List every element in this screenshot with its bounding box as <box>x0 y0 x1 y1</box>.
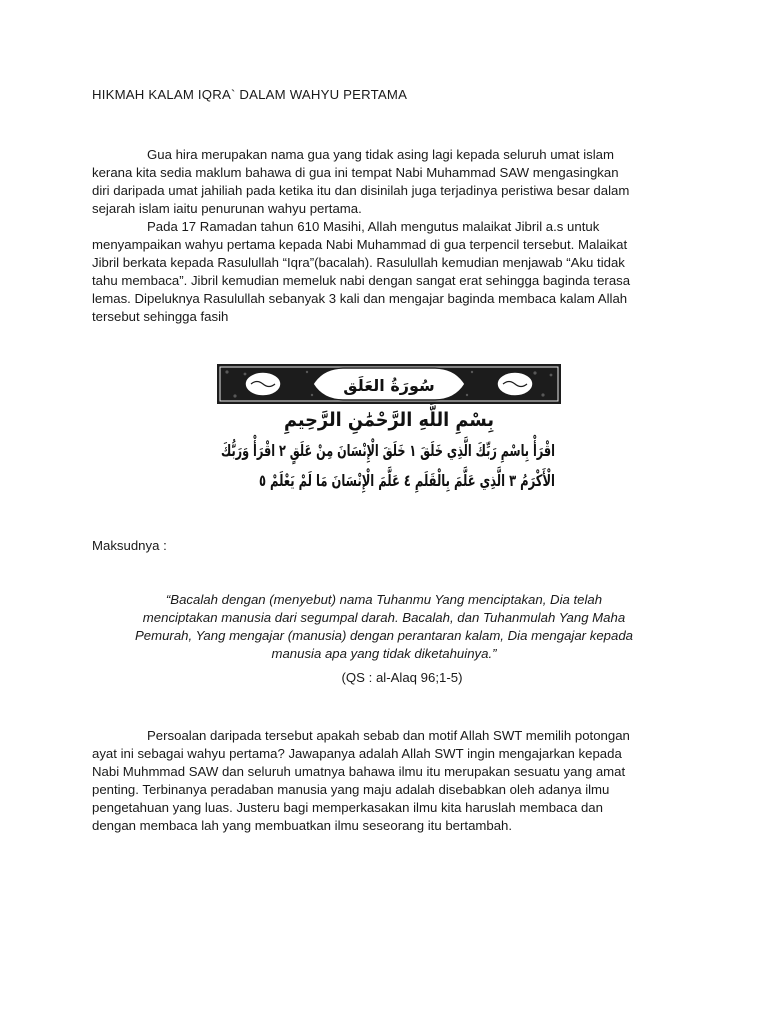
text-line: diri daripada umat jahiliah pada ketika itu dan disinilah juga terjadinya peristiwa besar dalam <box>92 183 630 198</box>
surah-title-cartouche <box>313 368 465 400</box>
quote-line: “Bacalah dengan (menyebut) nama Tuhanmu Yang menciptakan, Dia telah <box>165 592 603 607</box>
text-line: penting. Terbinanya peradaban manusia yang maju adalah disebabkan oleh adanya ilmu <box>92 782 610 797</box>
quran-reference: (QS : al-Alaq 96;1-5) <box>341 670 463 685</box>
quote-line: Pemurah, Yang mengajar (manusia) dengan perantaran kalam, Dia mengajar kepada <box>134 628 633 643</box>
verse-line-2: الْأَكْرَمُ ٣ الَّذِي عَلَّمَ بِالْقَلَمِ ٤ عَلَّمَ الْإِنْسَانَ مَا لَمْ يَعْلَمْ ٥ <box>259 471 571 490</box>
document-title: HIKMAH KALAM IQRA` DALAM WAHYU PERTAMA <box>92 87 408 102</box>
text-line: tersebut sehingga fasih <box>92 309 229 324</box>
text-line: Jibril berkata kepada Rasulullah “Iqra”(bacalah). Rasulullah kemudian menjawab “Aku tidak <box>92 255 625 270</box>
text-line: Persoalan daripada tersebut apakah sebab dan motif Allah SWT memilih potongan <box>147 728 630 743</box>
text-line: lemas. Dipeluknya Rasulullah sebanyak 3 kali dan mengajar baginda membaca kalam Allah <box>92 291 628 306</box>
verse-line-1: اقْرَأْ بِاسْمِ رَبِّكَ الَّذِي خَلَقَ ١ خَلَقَ الْإِنْسَانَ مِنْ عَلَقٍ ٢ اقْرَأْ وَرَبُّكَ <box>221 441 614 460</box>
text-line: tahu membaca”. Jibril kemudian memeluk nabi dengan sangat erat sehingga baginda terasa <box>92 273 631 288</box>
paragraph-ramadan <box>92 218 682 326</box>
paragraph-persoalan <box>92 727 682 835</box>
text-line: Gua hira merupakan nama gua yang tidak asing lagi kepada seluruh umat islam <box>147 147 614 162</box>
text-line: Nabi Muhmmad SAW dan seluruh umatnya bahawa ilmu itu merupakan sesuatu yang amat <box>92 764 626 779</box>
surah-title-text: سُورَةُ العَلَق <box>343 376 435 395</box>
surah-al-alaq-image <box>217 362 614 498</box>
text-line: sejarah islam iaitu penurunan wahyu pertama. <box>92 201 362 216</box>
right-medallion <box>497 372 533 396</box>
left-medallion <box>245 372 281 396</box>
text-line: ayat ini sebagai wahyu pertama? Jawapanya adalah Allah SWT ingin mengajarkan kepada <box>92 746 622 761</box>
text-line: menyampaikan wahyu pertama kepada Nabi Muhammad di gua terpencil tersebut. Malaikat <box>92 237 628 252</box>
surah-header-band <box>217 364 561 404</box>
text-line: pengetahuan yang luas. Justeru bagi memperkasakan ilmu kita haruslah membaca dan <box>92 800 603 815</box>
translation-quote <box>110 591 658 663</box>
maksud-label: Maksudnya : <box>92 538 167 553</box>
bismillah-text: بِسْمِ اللَّهِ الرَّحْمَٰنِ الرَّحِيمِ <box>284 409 509 431</box>
text-line: kerana kita sedia maklum bahawa di gua ini tempat Nabi Muhammad SAW mengasingkan <box>92 165 619 180</box>
text-line: dengan membaca lah yang membuatkan ilmu seseorang itu bertambah. <box>92 818 513 833</box>
text-line: Pada 17 Ramadan tahun 610 Masihi, Allah mengutus malaikat Jibril a.s untuk <box>147 219 600 234</box>
quote-line: menciptakan manusia dari segumpal darah. Bacalah, dan Tuhanmulah Yang Maha <box>142 610 626 625</box>
quote-line: manusia apa yang tidak diketahuinya.” <box>271 646 497 661</box>
paragraph-gua-hira <box>92 146 682 218</box>
